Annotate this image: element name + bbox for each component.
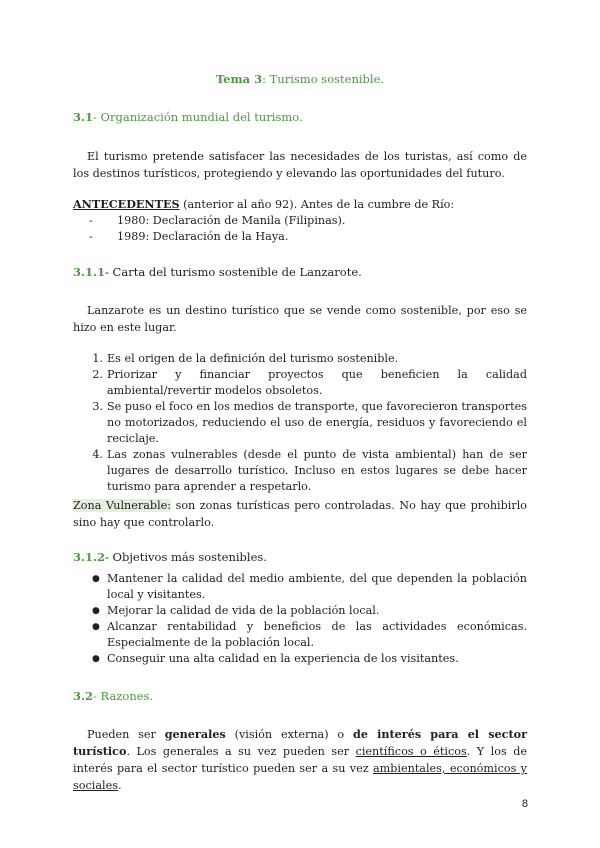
zona-vulnerable-text: son zonas turísticas pero controladas. No hay que prohibirlo sino hay que controlarlo. xyxy=(73,499,528,529)
list-item-text: Priorizar y financiar proyectos que beneficien la calidad ambiental/revertir modelos obsoletos. xyxy=(107,368,527,397)
heading-text: - Organización mundial del turismo. xyxy=(93,110,303,124)
antecedentes-text: (anterior al año 92). Antes de la cumbre de Río: xyxy=(179,198,455,211)
list-item-text: Las zonas vulnerables (desde el punto de vista ambiental) han de ser lugares de desarrollo turístico. Incluso en estos lugares se debe hacer turismo para aprender a respetarlo. xyxy=(107,448,527,493)
page-number: 8 xyxy=(521,798,528,810)
list-item: ● Mejorar la calidad de vida de la población local. xyxy=(92,604,380,617)
list-item-text: Se puso el foco en los medios de transporte, que favorecieron transportes no motorizados, reduciendo el uso de energía, residuos y favoreciendo el reciclaje. xyxy=(107,400,527,445)
razones-text: (visión externa) o xyxy=(225,728,354,741)
list-item: 2. Priorizar y financiar proyectos que beneficien la calidad ambiental/revertir modelos obsoletos. xyxy=(92,368,527,397)
razones-bold-generales: generales xyxy=(164,727,226,741)
list-item-text: 1989: Declaración de la Haya. xyxy=(117,230,289,243)
list-item: ● Conseguir una alta calidad en la experiencia de los visitantes. xyxy=(92,652,459,665)
list-item-text: Conseguir una alta calidad en la experiencia de los visitantes. xyxy=(107,652,459,665)
list-item: 3. Se puso el foco en los medios de transporte, que favorecieron transportes no motorizados, reduciendo el uso de energía, residuos y favoreciendo el reciclaje. xyxy=(92,400,527,445)
list-item: ● Alcanzar rentabilidad y beneficios de las actividades económicas. Especialmente de la población local. xyxy=(92,620,527,649)
razones-text: . Los generales a su vez pueden ser xyxy=(126,745,356,758)
title-text: : Turismo sostenible. xyxy=(262,72,385,86)
heading-number: 3.2 xyxy=(73,689,94,703)
razones-underline-cientificos: científicos o éticos xyxy=(355,745,467,758)
objetivos-list xyxy=(73,571,527,667)
razones-text: . Y los de interés para el sector turístico pueden ser a su vez xyxy=(73,745,527,775)
razones-text: Pueden ser xyxy=(87,728,165,741)
list-item: ● Mantener la calidad del medio ambiente, del que dependen la población local y visitantes. xyxy=(92,572,527,601)
heading-3-1 xyxy=(73,110,303,124)
razones-text: . xyxy=(117,779,122,792)
razones-bold-sector: de interés para el sector turístico xyxy=(73,727,527,758)
list-item-text: Mantener la calidad del medio ambiente, del que dependen la población local y visitantes. xyxy=(107,572,527,601)
razones-paragraph xyxy=(73,726,527,794)
list-item: - 1980: Declaración de Manila (Filipinas). xyxy=(89,214,346,227)
page-title xyxy=(0,72,600,86)
heading-3-1-2 xyxy=(73,550,267,564)
antecedentes-label: ANTECEDENTES xyxy=(73,197,180,211)
list-item-text: Alcanzar rentabilidad y beneficios de las actividades económicas. Especialmente de la población local. xyxy=(107,620,527,649)
list-item-text: Es el origen de la definición del turismo sostenible. xyxy=(107,352,399,365)
title-label: Tema 3 xyxy=(215,72,263,86)
list-item-text: Mejorar la calidad de vida de la población local. xyxy=(107,604,380,617)
razones-underline-ambientales: ambientales, económicos y sociales xyxy=(73,762,527,792)
zona-vulnerable-paragraph xyxy=(73,497,527,531)
heading-text: - Objetivos más sostenibles. xyxy=(105,550,267,564)
heading-number: 3.1.2 xyxy=(73,550,106,564)
lanzarote-numbered-list xyxy=(73,351,527,495)
list-item: 4. Las zonas vulnerables (desde el punto de vista ambiental) han de ser lugares de desarrollo turístico. Incluso en estos lugares se debe hacer turismo para aprender a respetarlo. xyxy=(92,448,527,493)
heading-3-1-1 xyxy=(73,265,362,279)
heading-text: - Carta del turismo sostenible de Lanzarote. xyxy=(105,265,362,279)
zona-vulnerable-label: Zona Vulnerable: xyxy=(73,499,172,512)
heading-number: 3.1 xyxy=(73,110,94,124)
list-item: - 1989: Declaración de la Haya. xyxy=(89,230,289,243)
heading-text: - Razones. xyxy=(93,689,154,703)
heading-number: 3.1.1 xyxy=(73,265,106,279)
antecedentes-list xyxy=(73,213,527,245)
intro-paragraph: El turismo pretende satisfacer las necesidades de los turistas, así como de los destinos turísticos, protegiendo y elevando las oportunidades del futuro. xyxy=(73,150,527,180)
list-item-text: 1980: Declaración de Manila (Filipinas). xyxy=(117,214,346,227)
heading-3-2 xyxy=(73,689,153,703)
antecedentes-paragraph xyxy=(73,196,527,213)
list-item: 1. Es el origen de la definición del turismo sostenible. xyxy=(92,352,399,365)
lanzarote-paragraph: Lanzarote es un destino turístico que se vende como sostenible, por eso se hizo en este lugar. xyxy=(73,304,527,334)
